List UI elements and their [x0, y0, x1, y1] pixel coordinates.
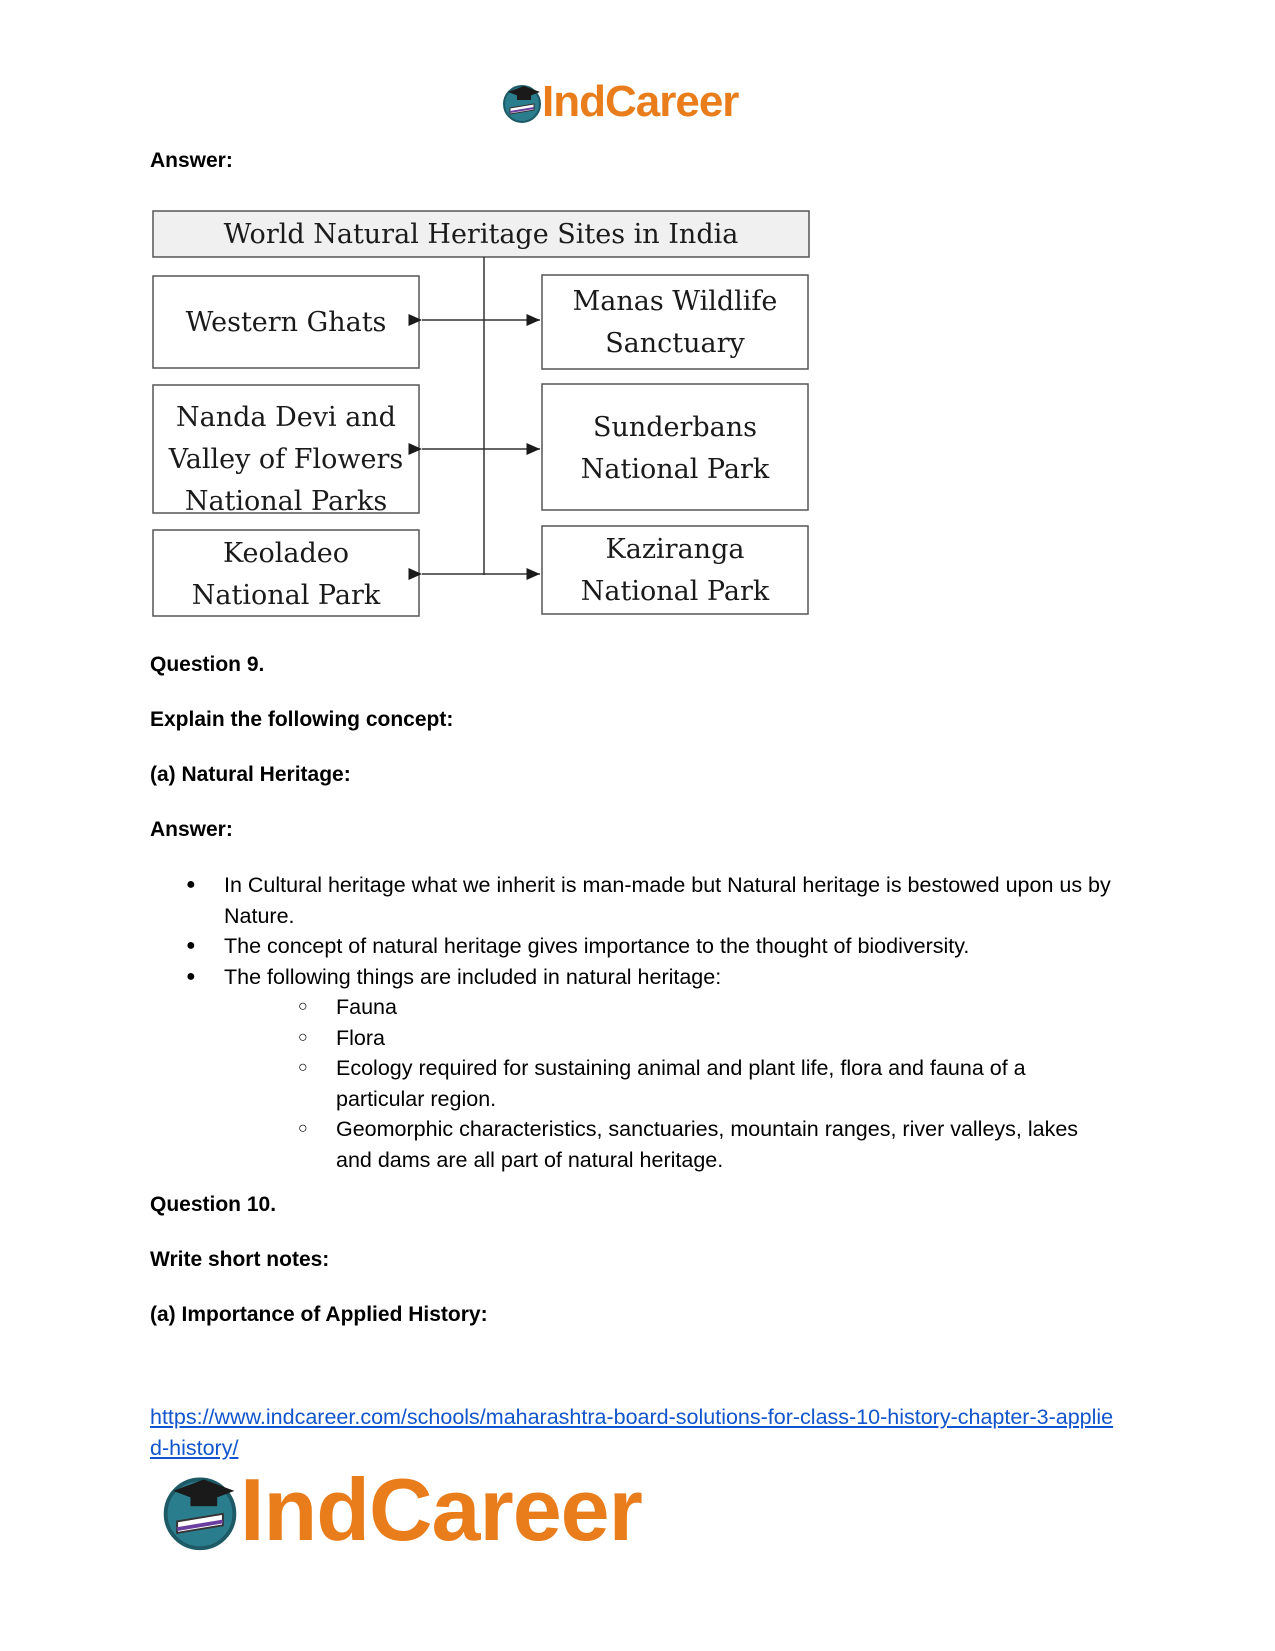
site-label-kaziranga-line-2: National Park: [580, 576, 770, 607]
graduation-globe-icon: [158, 1468, 242, 1552]
answer-label: Answer:: [150, 149, 233, 172]
site-label-sunderbans-line-1: Sunderbans: [592, 412, 758, 443]
diagram-title: World Natural Heritage Sites in India: [223, 219, 739, 250]
heritage-sites-diagram: [150, 208, 814, 618]
site-label-manas-line-1: Manas Wildlife: [572, 286, 778, 317]
site-box-sunderbans: [542, 384, 808, 510]
site-label-western-ghats: Western Ghats: [185, 307, 387, 338]
indcareer-logo-top: [500, 74, 780, 130]
list-item: ● The following things are included in natural heritage: ○ Fauna ○ Flora ○ Ecology required for sustaining animal and plant life, flora and fauna of a particular region. ○ Geomorphic characteristics, sanctuaries, mountain ranges, river valleys, lakes and dams are all part of natural heritage.: [186, 962, 1116, 1176]
logo-text-ind: Ind: [542, 77, 605, 126]
answer-label: Answer:: [150, 818, 233, 841]
question-9-heading: Question 9.: [150, 653, 265, 676]
graduation-globe-icon: [500, 80, 544, 124]
sub-list-item: ○ Ecology required for sustaining animal and plant life, flora and fauna of a particular region.: [298, 1053, 1116, 1114]
site-label-sunderbans-line-2: National Park: [580, 454, 770, 485]
list-item: ● The concept of natural heritage gives importance to the thought of biodiversity.: [186, 931, 1116, 962]
sub-list-item: ○ Geomorphic characteristics, sanctuaries, mountain ranges, river valleys, lakes and dams are all part of natural heritage.: [298, 1114, 1116, 1175]
explain-concept-heading: Explain the following concept:: [150, 708, 454, 731]
logo-text-career: Career: [368, 1460, 642, 1559]
applied-history-heading: (a) Importance of Applied History:: [150, 1303, 488, 1326]
logo-text-career: Career: [604, 77, 739, 126]
sub-list-item: ○ Flora: [298, 1023, 1116, 1054]
sub-bullet-list: [224, 992, 1116, 1175]
site-label-nanda-devi-line-1: Nanda Devi and: [176, 402, 396, 433]
list-item: ● In Cultural heritage what we inherit is man-made but Natural heritage is bestowed upon us by Nature.: [186, 870, 1116, 931]
site-label-manas-line-2: Sanctuary: [605, 328, 745, 359]
indcareer-logo-bottom: [158, 1460, 698, 1560]
natural-heritage-heading: (a) Natural Heritage:: [150, 763, 351, 786]
site-label-nanda-devi-line-3: National Parks: [184, 486, 388, 517]
site-label-kaziranga-line-1: Kaziranga: [605, 534, 745, 565]
sub-list-item: ○ Fauna: [298, 992, 1116, 1023]
question-10-heading: Question 10.: [150, 1193, 277, 1216]
site-label-nanda-devi-line-2: Valley of Flowers: [168, 444, 404, 475]
site-label-keoladeo-line-1: Keoladeo: [223, 538, 349, 569]
site-label-keoladeo-line-2: National Park: [191, 580, 381, 611]
source-link[interactable]: https://www.indcareer.com/schools/maharashtra-board-solutions-for-class-10-history-chapter-3-applied-history/: [150, 1405, 1114, 1460]
short-notes-heading: Write short notes:: [150, 1248, 330, 1271]
answer-bullet-list: [186, 870, 1116, 1175]
logo-text-ind: Ind: [240, 1460, 369, 1559]
